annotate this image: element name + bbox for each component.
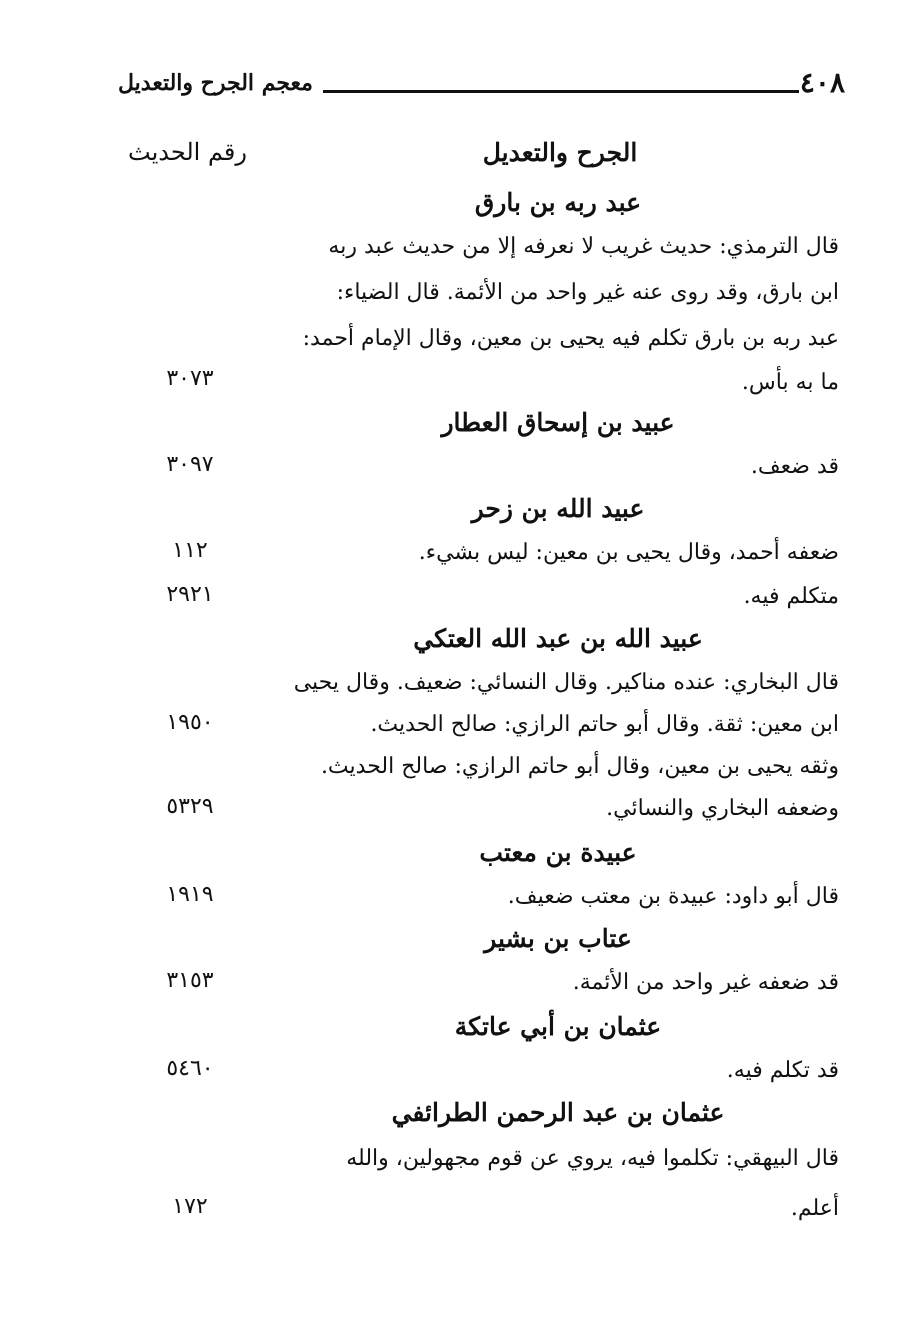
hadith-number: ٣٠٧٣ [166, 366, 214, 391]
entry-text-line: وضعفه البخاري والنسائي. [606, 796, 839, 821]
hadith-number: ٥٣٢٩ [166, 794, 214, 819]
entry-text-line: ما به بأس. [741, 370, 839, 395]
page-number: ٤٠٨ [799, 66, 845, 99]
entry-text-line: أعلم. [790, 1196, 839, 1221]
entry-text-line: ضعفه أحمد، وقال يحيى بن معين: ليس بشيء. [418, 540, 839, 565]
entry-text-line: قال البيهقي: تكلموا فيه، يروي عن قوم مجهولين، والله [346, 1146, 839, 1171]
entry-text-line: عبد ربه بن بارق تكلم فيه يحيى بن معين، وقال الإمام أحمد: [302, 326, 839, 351]
entry-text-line: وثقه يحيى بن معين، وقال أبو حاتم الرازي: صالح الحديث. [320, 754, 839, 779]
entry-text-line: قد تكلم فيه. [726, 1058, 839, 1083]
hadith-number: ٥٤٦٠ [166, 1056, 214, 1081]
entry-name: عبيد بن إسحاق العطار [441, 408, 675, 437]
entry-text-line: قد ضعفه غير واحد من الأئمة. [572, 970, 839, 995]
hadith-number: ١٩١٩ [166, 882, 214, 907]
entry-text-line: ابن بارق، وقد روى عنه غير واحد من الأئمة. قال الضياء: [336, 280, 839, 305]
entry-name: عثمان بن أبي عاتكة [454, 1012, 662, 1041]
book-title: معجم الجرح والتعديل [118, 70, 313, 96]
entry-text-line: قال أبو داود: عبيدة بن معتب ضعيف. [507, 884, 839, 909]
hadith-number: ٢٩٢١ [166, 582, 214, 607]
entry-name: عبيد الله بن زحر [471, 494, 645, 523]
hadith-number: ١٩٥٠ [166, 710, 214, 735]
entry-text-line: قال البخاري: عنده مناكير. وقال النسائي: ضعيف. وقال يحيى [293, 670, 839, 695]
hadith-number: ٣١٥٣ [166, 968, 214, 993]
entry-name: عبيد الله بن عبد الله العتكي [413, 624, 703, 653]
hadith-number: ١١٢ [172, 538, 208, 563]
entry-text-line: قد ضعف. [750, 454, 839, 479]
entry-name: عبيدة بن معتب [479, 838, 637, 867]
entry-name: عثمان بن عبد الرحمن الطرائفي [391, 1098, 725, 1127]
header-rule [323, 90, 799, 93]
entry-name: عبد ربه بن بارق [474, 188, 642, 217]
entry-text-line: قال الترمذي: حديث غريب لا نعرفه إلا من حديث عبد ربه [328, 234, 839, 259]
hadith-number-column-heading: رقم الحديث [128, 138, 247, 166]
entry-text-line: متكلم فيه. [743, 584, 839, 609]
main-column-heading: الجرح والتعديل [482, 138, 638, 167]
hadith-number: ١٧٢ [172, 1194, 208, 1219]
entry-name: عتاب بن بشير [484, 924, 632, 953]
entry-text-line: ابن معين: ثقة. وقال أبو حاتم الرازي: صالح الحديث. [370, 712, 839, 737]
hadith-number: ٣٠٩٧ [166, 452, 214, 477]
